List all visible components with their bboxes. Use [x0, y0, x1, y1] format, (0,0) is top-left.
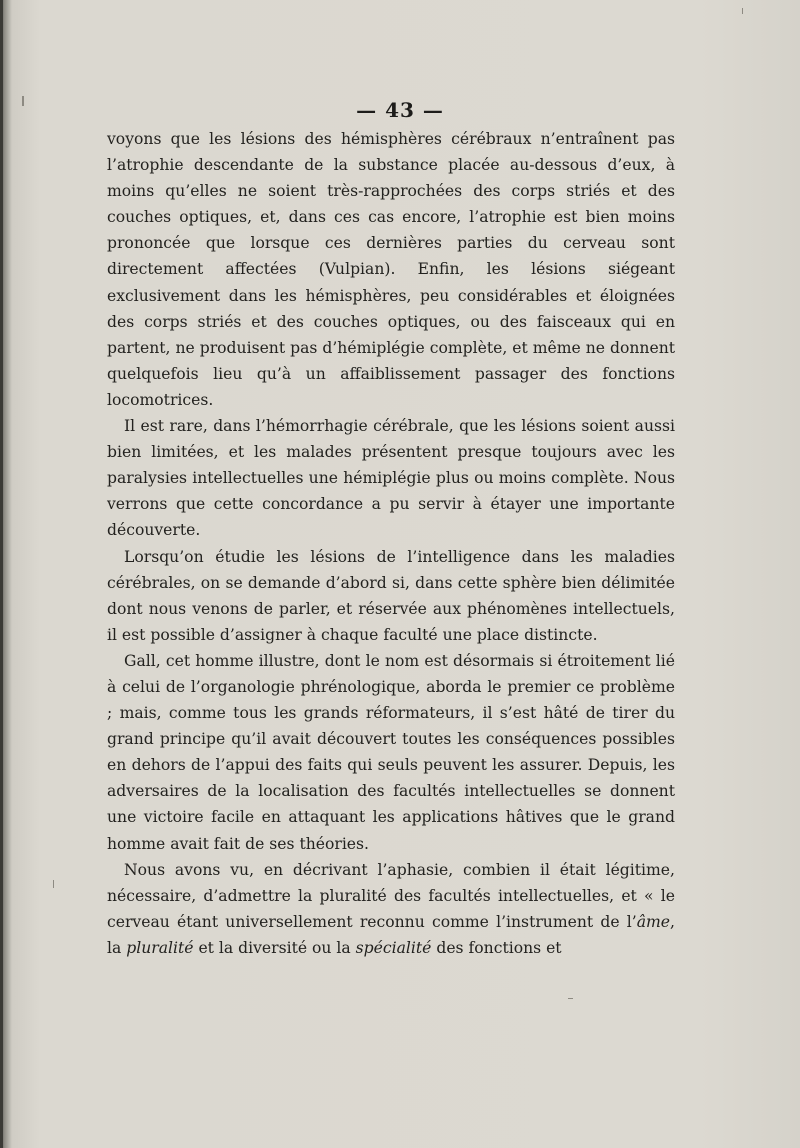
paragraph-5-text-end: des fonctions et [431, 938, 562, 957]
speck-mark [568, 998, 573, 999]
paragraph-5-text-middle: , la [107, 912, 675, 957]
italic-ame: âme [636, 912, 671, 931]
italic-specialite: spécialité [355, 938, 432, 957]
body-text [107, 126, 675, 961]
paragraph-1: voyons que les lésions des hémisphères cérébraux n’entraînent pas l’atrophie descendante de la substance placée au-dessous d’eux, à moins qu’elles ne soient très-rapprochées des corps striés et des couches optiques, et, dans ces cas encore, l’atrophie est bien moins prononcée que lorsque ces dernières parties du cerveau sont directement affectées (Vulpian). Enfin, les lésions siégeant exclusivement dans les hémisphères, peu considérables et éloignées des corps striés et des couches optiques, ou des faisceaux qui en partent, ne produisent pas d’hémiplégie complète, et même ne donnent quelquefois lieu qu’à un affaiblissement passager des fonctions locomotrices. [107, 130, 675, 409]
paragraph-2: Il est rare, dans l’hémorrhagie cérébrale, que les lésions soient aussi bien limitées, et les malades présentent presque toujours avec les paralysies intellectuelles une hémiplégie plus ou moins complète. Nous verrons que cette concordance a pu servir à étayer une importante découverte. [107, 417, 675, 540]
paragraph-3: Lorsqu’on étudie les lésions de l’intelligence dans les maladies cérébrales, on se demande d’abord si, dans cette sphère bien délimitée dont nous venons de parler, et réservée aux phénomènes intellectuels, il est possible d’assigner à chaque faculté une place distincte. [107, 547, 675, 644]
paragraph-4: Gall, cet homme illustre, dont le nom est désormais si étroitement lié à celui de l’organologie phrénologique, aborda le premier ce problème ; mais, comme tous les grands réformateurs, il s’est hâté de tirer du grand principe qu’il avait découvert toutes les conséquences possibles en dehors de l’appui des faits qui seuls peuvent les assurer. Depuis, les adversaires de la localisation des facultés intellectuelles se donnent une victoire facile en attaquant les applications hâtives que le grand homme avait fait de ses théories. [107, 651, 675, 853]
speck-mark [742, 8, 743, 14]
paragraph-5 [107, 857, 675, 961]
speck-mark [53, 880, 54, 888]
italic-pluralite: pluralité [126, 938, 194, 957]
binding-shadow [0, 0, 3, 1148]
paragraph-5-text-start: Nous avons vu, en décrivant l’aphasie, combien il était légitime, nécessaire, d’admettre la pluralité des facultés intellectuelles, et « le cerveau étant universellement reconnu comme l’instrument de l’ [107, 860, 675, 931]
paragraph-5-text-middle-2: et la diversité ou la [193, 938, 356, 957]
page-number: — 43 — [356, 98, 444, 122]
